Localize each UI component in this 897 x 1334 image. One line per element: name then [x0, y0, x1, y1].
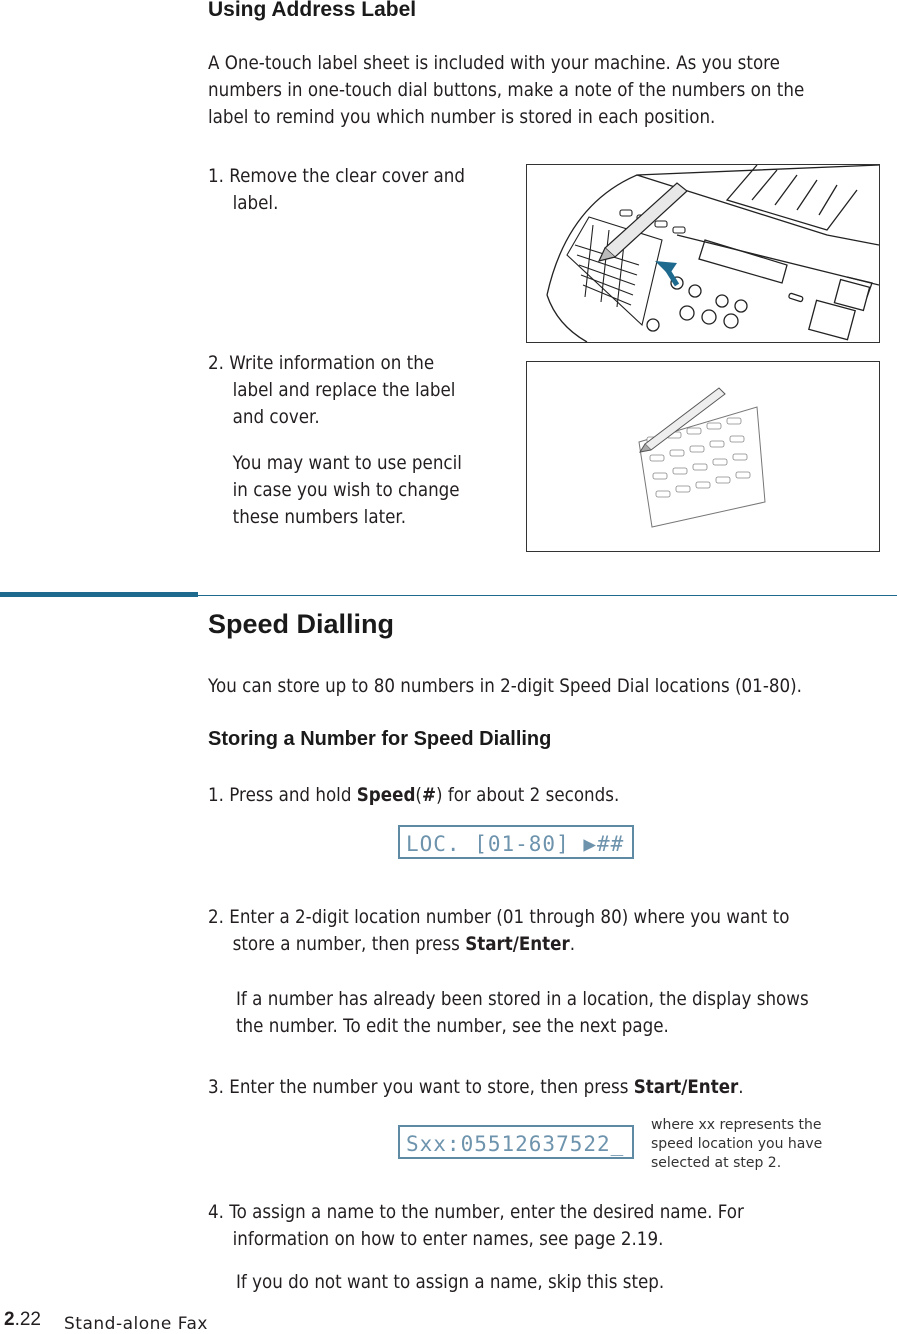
page-number-major: 2 [4, 1309, 15, 1330]
subheading-storing-number: Storing a Number for Speed Dialling [208, 728, 552, 750]
step-line: label and replace the label [232, 379, 456, 401]
step-assign-name [208, 1199, 744, 1253]
step-line: label. [232, 192, 279, 214]
intro-line: label to remind you which number is stored in each position. [208, 106, 716, 128]
caption-line: where xx represents the [651, 1117, 822, 1133]
footer-section-title: Stand-alone Fax [64, 1314, 208, 1334]
step-text: store a number, then press [232, 933, 466, 955]
page-number-minor: .22 [14, 1309, 41, 1330]
section-heading-address-label: Using Address Label [208, 0, 417, 21]
note-line: If a number has already been stored in a location, the display shows [236, 988, 809, 1010]
step-note-line: these numbers later. [232, 506, 407, 528]
step-line: 2. Write information on the [208, 352, 435, 374]
caption-line: selected at step 2. [651, 1155, 782, 1171]
step-line: 2. Enter a 2-digit location number (01 through 80) where you want to [208, 906, 790, 928]
step-remove-cover [208, 163, 465, 217]
intro-line: numbers in one-touch dial buttons, make a note of the numbers on the [208, 79, 805, 101]
step-text: 1. Press and hold [208, 784, 357, 806]
step-text: . [569, 933, 576, 955]
speed-dial-intro: You can store up to 80 numbers in 2-digit Speed Dial locations (01-80). [208, 675, 802, 697]
section-divider-line [198, 595, 897, 596]
step-text: ( [415, 784, 422, 806]
start-enter-key-label: Start/Enter [633, 1076, 739, 1098]
note-line: the number. To edit the number, see the next page. [236, 1015, 669, 1037]
step-line: 1. Remove the clear cover and [208, 165, 466, 187]
step-enter-location [208, 904, 789, 958]
fax-machine-drawing [527, 165, 879, 342]
intro-paragraph [208, 50, 804, 131]
section-divider-accent [0, 592, 198, 597]
label-sheet-drawing [527, 362, 879, 551]
step-note-line: You may want to use pencil [232, 452, 462, 474]
label-sheet-illustration [526, 361, 880, 552]
lcd-display-number: Sxx:05512637522_ [398, 1125, 634, 1159]
hash-key-label: # [421, 784, 436, 806]
step-text: ) for about 2 seconds. [435, 784, 620, 806]
lcd-caption [651, 1116, 822, 1173]
step-enter-location-note [236, 986, 809, 1040]
step-text: . [738, 1076, 744, 1098]
page-number [4, 1309, 41, 1331]
step-line [208, 931, 789, 958]
start-enter-key-label: Start/Enter [465, 933, 570, 955]
speed-key-label: Speed [356, 784, 416, 806]
section-heading-speed-dialling: Speed Dialling [208, 609, 395, 639]
step-line: information on how to enter names, see page 2.19. [232, 1228, 664, 1250]
lcd-display-location: LOC. [01-80] ▶## [398, 825, 634, 859]
intro-line: A One-touch label sheet is included with your machine. As you store [208, 52, 780, 74]
step-text: 3. Enter the number you want to store, then press [208, 1076, 634, 1098]
caption-line: speed location you have [651, 1136, 823, 1152]
fax-machine-illustration [526, 164, 880, 343]
step-line: 4. To assign a name to the number, enter the desired name. For [208, 1201, 744, 1223]
step-note-line: in case you wish to change [232, 479, 460, 501]
step-enter-number [208, 1074, 744, 1101]
step-assign-name-note: If you do not want to assign a name, skip this step. [236, 1271, 665, 1293]
step-press-speed [208, 782, 619, 809]
step-write-info [208, 350, 462, 531]
step-line: and cover. [232, 406, 320, 428]
